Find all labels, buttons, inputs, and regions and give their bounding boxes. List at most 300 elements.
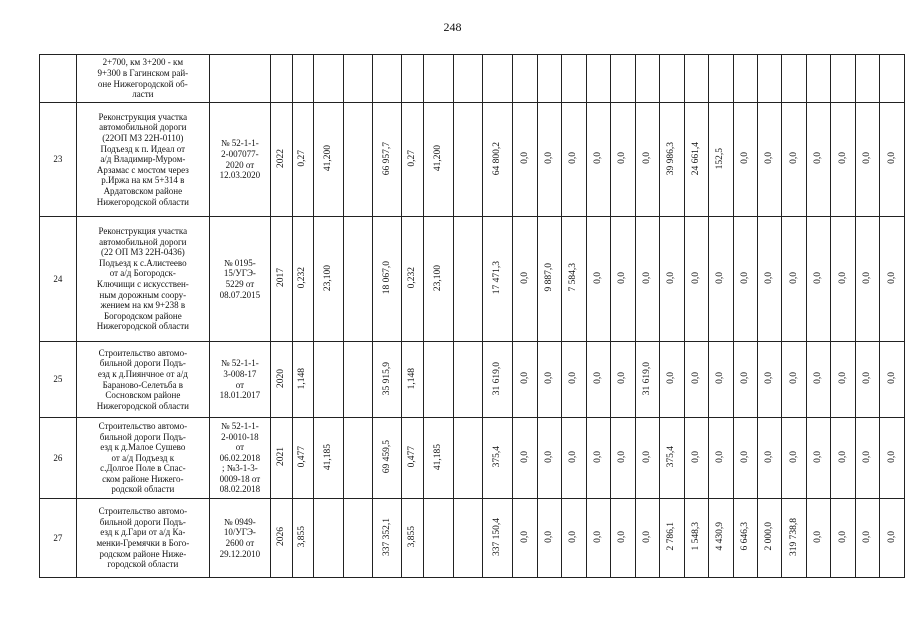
cell-value-text: 4 430,9: [715, 522, 726, 551]
cell-value: [424, 342, 454, 418]
text-line: Ардатовском районе: [103, 185, 183, 196]
text-line: бильной дороги Подъ-: [99, 516, 186, 527]
cell-value: [855, 499, 879, 578]
text-line: Бараново-Селетьба в: [102, 379, 184, 390]
cell-value-text: 2021: [275, 447, 286, 467]
text-line: Нижегородской области: [96, 321, 189, 332]
cell-value-text: 152,5: [715, 147, 726, 169]
cell-value: [454, 499, 483, 578]
cell-value-text: 0,0: [617, 152, 628, 165]
cell-value: [660, 499, 684, 578]
cell-value: [782, 499, 806, 578]
cell-empty: [855, 55, 879, 103]
cell-empty: [660, 55, 684, 103]
cell-value-text: 0,0: [592, 450, 603, 463]
cell-value: [373, 342, 402, 418]
cell-value: [270, 103, 292, 217]
cell-value-text: 337 352,1: [381, 517, 392, 556]
cell-value-text: 31 619,0: [641, 361, 652, 395]
cell-value-text: 3,855: [297, 526, 308, 548]
cell-value: [402, 418, 424, 499]
cell-empty: [562, 55, 586, 103]
cell-value-text: 0,0: [813, 450, 824, 463]
cell-value: [424, 418, 454, 499]
cell-name: [76, 217, 209, 342]
cell-value-text: 0,0: [862, 152, 873, 165]
cell-value-text: 375,4: [492, 446, 503, 468]
cell-value: [454, 418, 483, 499]
cell-value: [483, 499, 513, 578]
text-line: 06.02.2018: [219, 452, 261, 463]
cell-value-text: 0,0: [764, 271, 775, 284]
cell-value: [733, 499, 757, 578]
cell-value: [373, 499, 402, 578]
cell-num: 27: [40, 499, 77, 578]
cell-empty: [831, 55, 855, 103]
cell-value: [292, 418, 314, 499]
text-line: Богородском районе: [103, 310, 182, 321]
cell-value: [855, 418, 879, 499]
cell-value: [344, 103, 373, 217]
cell-value: [314, 103, 344, 217]
text-line: от а/д Богородск-: [109, 268, 176, 279]
cell-value: [513, 499, 537, 578]
text-line: с.Долгое Поле в Спас-: [100, 463, 186, 474]
cell-value-text: 6 646,3: [739, 522, 750, 551]
cell-value: [831, 103, 855, 217]
text-line: № 52-1-1-: [220, 420, 259, 431]
cell-value-text: 0,0: [519, 271, 530, 284]
cell-empty: [635, 55, 659, 103]
cell-value: [454, 217, 483, 342]
text-line: бильной дороги Подъ-: [99, 431, 186, 442]
text-line: оне Нижегородской об-: [97, 78, 188, 89]
cell-value: [709, 103, 733, 217]
cell-value: [806, 103, 830, 217]
cell-value-text: 0,0: [837, 372, 848, 385]
cell-value: [757, 342, 781, 418]
cell-value-text: 0,0: [544, 152, 554, 165]
cell-value: [733, 418, 757, 499]
cell-value-text: 0,0: [592, 530, 603, 543]
cell-empty: [402, 55, 424, 103]
cell-value: [660, 217, 684, 342]
cell-value-text: 64 800,2: [492, 141, 503, 175]
cell-value: [483, 217, 513, 342]
cell-value-text: 0,0: [641, 450, 652, 463]
cell-empty: [782, 55, 806, 103]
cell-value: [562, 217, 586, 342]
cell-value: [270, 342, 292, 418]
cell-value: [782, 418, 806, 499]
cell-value-text: 7 584,3: [568, 263, 579, 292]
cell-name: [76, 418, 209, 499]
cell-value: [586, 103, 610, 217]
cell-value-text: 0,0: [641, 271, 652, 284]
cell-value: [586, 217, 610, 342]
cell-value-text: 0,0: [568, 372, 579, 385]
cell-empty: [454, 55, 483, 103]
cell-empty: [757, 55, 781, 103]
cell-doc: [209, 499, 270, 578]
cell-value-text: 0,0: [519, 530, 530, 543]
text-line: 9+300 в Гагинском рай-: [97, 67, 189, 78]
text-line: № 0195-: [223, 257, 256, 268]
cell-value-text: 41,200: [433, 145, 444, 172]
cell-value: [513, 418, 537, 499]
cell-value: [586, 342, 610, 418]
cell-value-text: 0,0: [690, 372, 701, 385]
text-line: автомобильной дороги: [99, 236, 187, 247]
cell-value: [806, 342, 830, 418]
cell-value-text: 0,477: [297, 446, 308, 468]
text-line: 29.12.2010: [219, 548, 261, 559]
cell-value: [684, 342, 708, 418]
cell-value: [513, 217, 537, 342]
cell-value-text: 0,0: [544, 530, 554, 543]
text-line: бильной дороги Подъ-: [99, 358, 186, 369]
cell-value: [831, 418, 855, 499]
text-line: 2+700, км 3+200 - км: [102, 57, 184, 68]
cell-value-text: 0,0: [617, 450, 628, 463]
cell-num: [40, 55, 77, 103]
cell-value: [314, 499, 344, 578]
text-line: 15/УГЭ-: [223, 268, 256, 279]
cell-value: [660, 418, 684, 499]
cell-name: [76, 499, 209, 578]
cell-value-text: 0,0: [788, 372, 799, 385]
cell-empty: [292, 55, 314, 103]
text-line: от а/д Подъезд к: [111, 452, 175, 463]
cell-doc: [209, 342, 270, 418]
text-line: ском районе Нижего-: [102, 473, 184, 484]
cell-value-text: 2 786,1: [666, 522, 677, 551]
cell-value: [782, 217, 806, 342]
cell-value: [684, 217, 708, 342]
cell-value-text: 69 459,5: [381, 440, 392, 474]
cell-value: [344, 217, 373, 342]
cell-value: [513, 103, 537, 217]
cell-value-text: 2022: [275, 148, 286, 168]
cell-value: [373, 217, 402, 342]
cell-value-text: 0,0: [862, 450, 873, 463]
cell-empty: [684, 55, 708, 103]
cell-empty: [709, 55, 733, 103]
cell-value: [454, 103, 483, 217]
cell-value-text: 0,0: [715, 450, 726, 463]
text-line: езд к д.Пиянчное от а/д: [97, 368, 188, 379]
text-line: 3-008-17: [223, 368, 257, 379]
cell-value: [757, 103, 781, 217]
cell-value: [635, 418, 659, 499]
cell-value-text: 35 915,9: [381, 361, 392, 395]
cell-value-text: 0,0: [617, 372, 628, 385]
cell-value-text: 31 619,0: [492, 361, 503, 395]
continuation-row: [40, 55, 905, 103]
cell-value: [314, 342, 344, 418]
text-line: 5229 от: [225, 279, 255, 289]
cell-value-text: 0,0: [519, 372, 530, 385]
cell-value-text: 0,0: [739, 152, 750, 165]
cell-value-text: 0,0: [886, 530, 897, 543]
cell-value-text: 0,0: [592, 372, 603, 385]
cell-value: [709, 418, 733, 499]
cell-value-text: 41,185: [433, 443, 444, 470]
cell-value-text: 0,0: [862, 271, 873, 284]
cell-value-text: 0,0: [837, 152, 848, 165]
cell-value: [635, 499, 659, 578]
cell-value-text: 0,0: [813, 271, 824, 284]
text-line: Сосновском районе: [105, 390, 181, 401]
cell-doc: [209, 103, 270, 217]
text-line: автомобильной дороги: [99, 122, 187, 133]
cell-value-text: 337 150,4: [492, 517, 503, 556]
cell-value: [684, 103, 708, 217]
text-line: Ключищи с искусствен-: [96, 279, 189, 289]
text-line: Строительство автомо-: [98, 506, 188, 517]
text-line: 10/УГЭ-: [223, 527, 256, 538]
cell-value: [292, 499, 314, 578]
cell-value-text: 3,855: [407, 526, 418, 548]
cell-empty: [880, 55, 905, 103]
cell-value-text: 0,232: [297, 267, 308, 289]
cell-value: [611, 103, 635, 217]
cell-empty: [513, 55, 537, 103]
cell-value: [562, 342, 586, 418]
cell-num: 24: [40, 217, 77, 342]
cell-value-text: 0,27: [297, 149, 308, 167]
text-line: 0009-18 от: [219, 473, 261, 484]
cell-value-text: 0,0: [690, 450, 701, 463]
cell-value: [611, 217, 635, 342]
cell-value: [344, 499, 373, 578]
cell-num: 26: [40, 418, 77, 499]
cell-value: [344, 418, 373, 499]
cell-value-text: 0,0: [641, 152, 652, 165]
cell-value: [611, 342, 635, 418]
cell-value: [292, 103, 314, 217]
text-line: езд к д.Малое Сушево: [100, 442, 186, 453]
cell-empty: [314, 55, 344, 103]
text-line: 18.01.2017: [219, 390, 261, 401]
cell-value: [806, 418, 830, 499]
table-row: [40, 499, 905, 578]
cell-value: [562, 103, 586, 217]
text-line: Реконструкция участка: [98, 111, 188, 122]
text-line: (22ОП МЗ 22Н-0110): [102, 133, 184, 144]
cell-empty: [733, 55, 757, 103]
cell-value-text: 0,0: [715, 271, 726, 284]
cell-value: [314, 418, 344, 499]
cell-value-text: 41,200: [323, 145, 334, 172]
cell-value-text: 41,185: [323, 443, 334, 470]
cell-value: [757, 499, 781, 578]
cell-value: [562, 418, 586, 499]
text-line: Строительство автомо-: [98, 420, 188, 431]
cell-value: [831, 499, 855, 578]
cell-value: [270, 418, 292, 499]
cell-value: [483, 418, 513, 499]
cell-value-text: 0,0: [813, 530, 824, 543]
cell-empty: [806, 55, 830, 103]
cell-value-text: 0,0: [764, 152, 775, 165]
cell-value: [537, 418, 561, 499]
investment-table: [39, 54, 905, 578]
cell-value: [709, 499, 733, 578]
page-number: 248: [443, 20, 462, 34]
cell-value-text: 0,0: [617, 271, 628, 284]
text-line: ; №3-1-3-: [221, 463, 258, 474]
cell-value: [611, 418, 635, 499]
cell-value: [684, 499, 708, 578]
cell-value-text: 0,0: [739, 372, 750, 385]
cell-value: [831, 342, 855, 418]
text-line: родской области: [111, 484, 175, 495]
cell-value-text: 1,148: [407, 367, 418, 389]
cell-value: [402, 499, 424, 578]
cell-value: [454, 342, 483, 418]
cell-name: [76, 342, 209, 418]
cell-value: [709, 217, 733, 342]
cell-value: [537, 342, 561, 418]
cell-value: [880, 418, 905, 499]
cell-value: [880, 103, 905, 217]
cell-value: [782, 342, 806, 418]
cell-value: [855, 103, 879, 217]
table-row: [40, 217, 905, 342]
cell-value-text: 0,0: [519, 152, 530, 165]
cell-value: [537, 217, 561, 342]
cell-value: [880, 342, 905, 418]
cell-value: [483, 342, 513, 418]
text-line: менки-Гремячки в Бого-: [96, 538, 190, 548]
cell-value: [733, 217, 757, 342]
text-line: (22 ОП МЗ 22Н-0436): [100, 247, 185, 258]
text-line: Нижегородской области: [96, 400, 189, 411]
text-line: Арзамас с мостом через: [96, 164, 189, 175]
text-line: Подъезд к с.Алистеево: [99, 257, 187, 268]
text-line: 2-007077-: [221, 148, 259, 159]
cell-value: [424, 499, 454, 578]
cell-value-text: 0,0: [568, 530, 579, 543]
cell-empty: [586, 55, 610, 103]
cell-value: [314, 217, 344, 342]
cell-value: [660, 103, 684, 217]
cell-empty: [373, 55, 402, 103]
cell-value: [402, 342, 424, 418]
cell-value-text: 24 661,4: [690, 141, 701, 175]
cell-value: [292, 342, 314, 418]
cell-value: [611, 499, 635, 578]
cell-value: [757, 418, 781, 499]
text-line: № 52-1-1-: [220, 358, 259, 369]
cell-value: [880, 217, 905, 342]
cell-value-text: 375,4: [666, 446, 677, 468]
cell-value-text: 0,0: [544, 450, 554, 463]
cell-value-text: 2020: [275, 368, 286, 388]
cell-value-text: 9 887,0: [544, 263, 554, 292]
cell-value: [402, 103, 424, 217]
text-line: Нижегородской области: [96, 196, 189, 207]
cell-value: [344, 342, 373, 418]
cell-empty: [209, 55, 270, 103]
cell-value: [537, 103, 561, 217]
cell-empty: [537, 55, 561, 103]
cell-value: [635, 103, 659, 217]
cell-num: 23: [40, 103, 77, 217]
cell-empty: [424, 55, 454, 103]
cell-value-text: 17 471,3: [492, 261, 503, 295]
cell-value-text: 0,0: [764, 372, 775, 385]
cell-value-text: 0,0: [764, 450, 775, 463]
cell-value: [733, 342, 757, 418]
table-row: [40, 342, 905, 418]
text-line: жением на км 9+238 в: [100, 300, 186, 311]
cell-empty: [270, 55, 292, 103]
cell-value-text: 0,232: [407, 267, 418, 289]
cell-value: [635, 342, 659, 418]
cell-value-text: 0,0: [739, 271, 750, 284]
text-line: 2-0010-18: [221, 431, 259, 442]
text-line: 2020 от: [225, 159, 255, 170]
cell-value-text: 2 000,0: [764, 522, 775, 551]
cell-value-text: 0,0: [837, 530, 848, 543]
text-line: 12.03.2020: [219, 170, 261, 181]
text-line: а/д Владимир-Муром-: [100, 154, 186, 165]
cell-value-text: 0,0: [788, 152, 799, 165]
cell-value: [880, 499, 905, 578]
cell-value: [586, 418, 610, 499]
cell-value: [733, 103, 757, 217]
cell-value: [684, 418, 708, 499]
cell-value: [424, 103, 454, 217]
cell-value-text: 0,0: [592, 152, 603, 165]
cell-value-text: 0,0: [690, 271, 701, 284]
cell-value-text: 0,0: [544, 372, 554, 385]
text-line: 2600 от: [225, 538, 255, 548]
cell-value: [709, 342, 733, 418]
cell-value-text: 0,0: [715, 372, 726, 385]
table-body: [40, 55, 905, 578]
cell-empty: [611, 55, 635, 103]
cell-value-text: 23,100: [323, 264, 334, 291]
cell-value-text: 1 548,3: [690, 522, 701, 551]
text-line: родском районе Ниже-: [99, 548, 187, 559]
cell-value: [806, 217, 830, 342]
text-line: Строительство автомо-: [98, 347, 188, 358]
cell-doc: [209, 418, 270, 499]
cell-value-text: 0,477: [407, 446, 418, 468]
cell-value: [782, 103, 806, 217]
cell-value-text: 0,0: [788, 450, 799, 463]
cell-empty: [344, 55, 373, 103]
cell-value: [270, 217, 292, 342]
cell-value-text: 0,0: [592, 271, 603, 284]
cell-value: [562, 499, 586, 578]
cell-value: [537, 499, 561, 578]
cell-value: [855, 217, 879, 342]
text-line: от: [235, 379, 245, 390]
text-line: от: [235, 442, 245, 453]
cell-value-text: 0,0: [813, 372, 824, 385]
cell-value: [513, 342, 537, 418]
cell-value: [270, 499, 292, 578]
text-line: Реконструкция участка: [98, 226, 188, 237]
cell-value-text: 0,0: [837, 450, 848, 463]
cell-value-text: 0,0: [617, 530, 628, 543]
cell-num: 25: [40, 342, 77, 418]
text-line: Подъезд к п. Идеал от: [100, 143, 186, 154]
